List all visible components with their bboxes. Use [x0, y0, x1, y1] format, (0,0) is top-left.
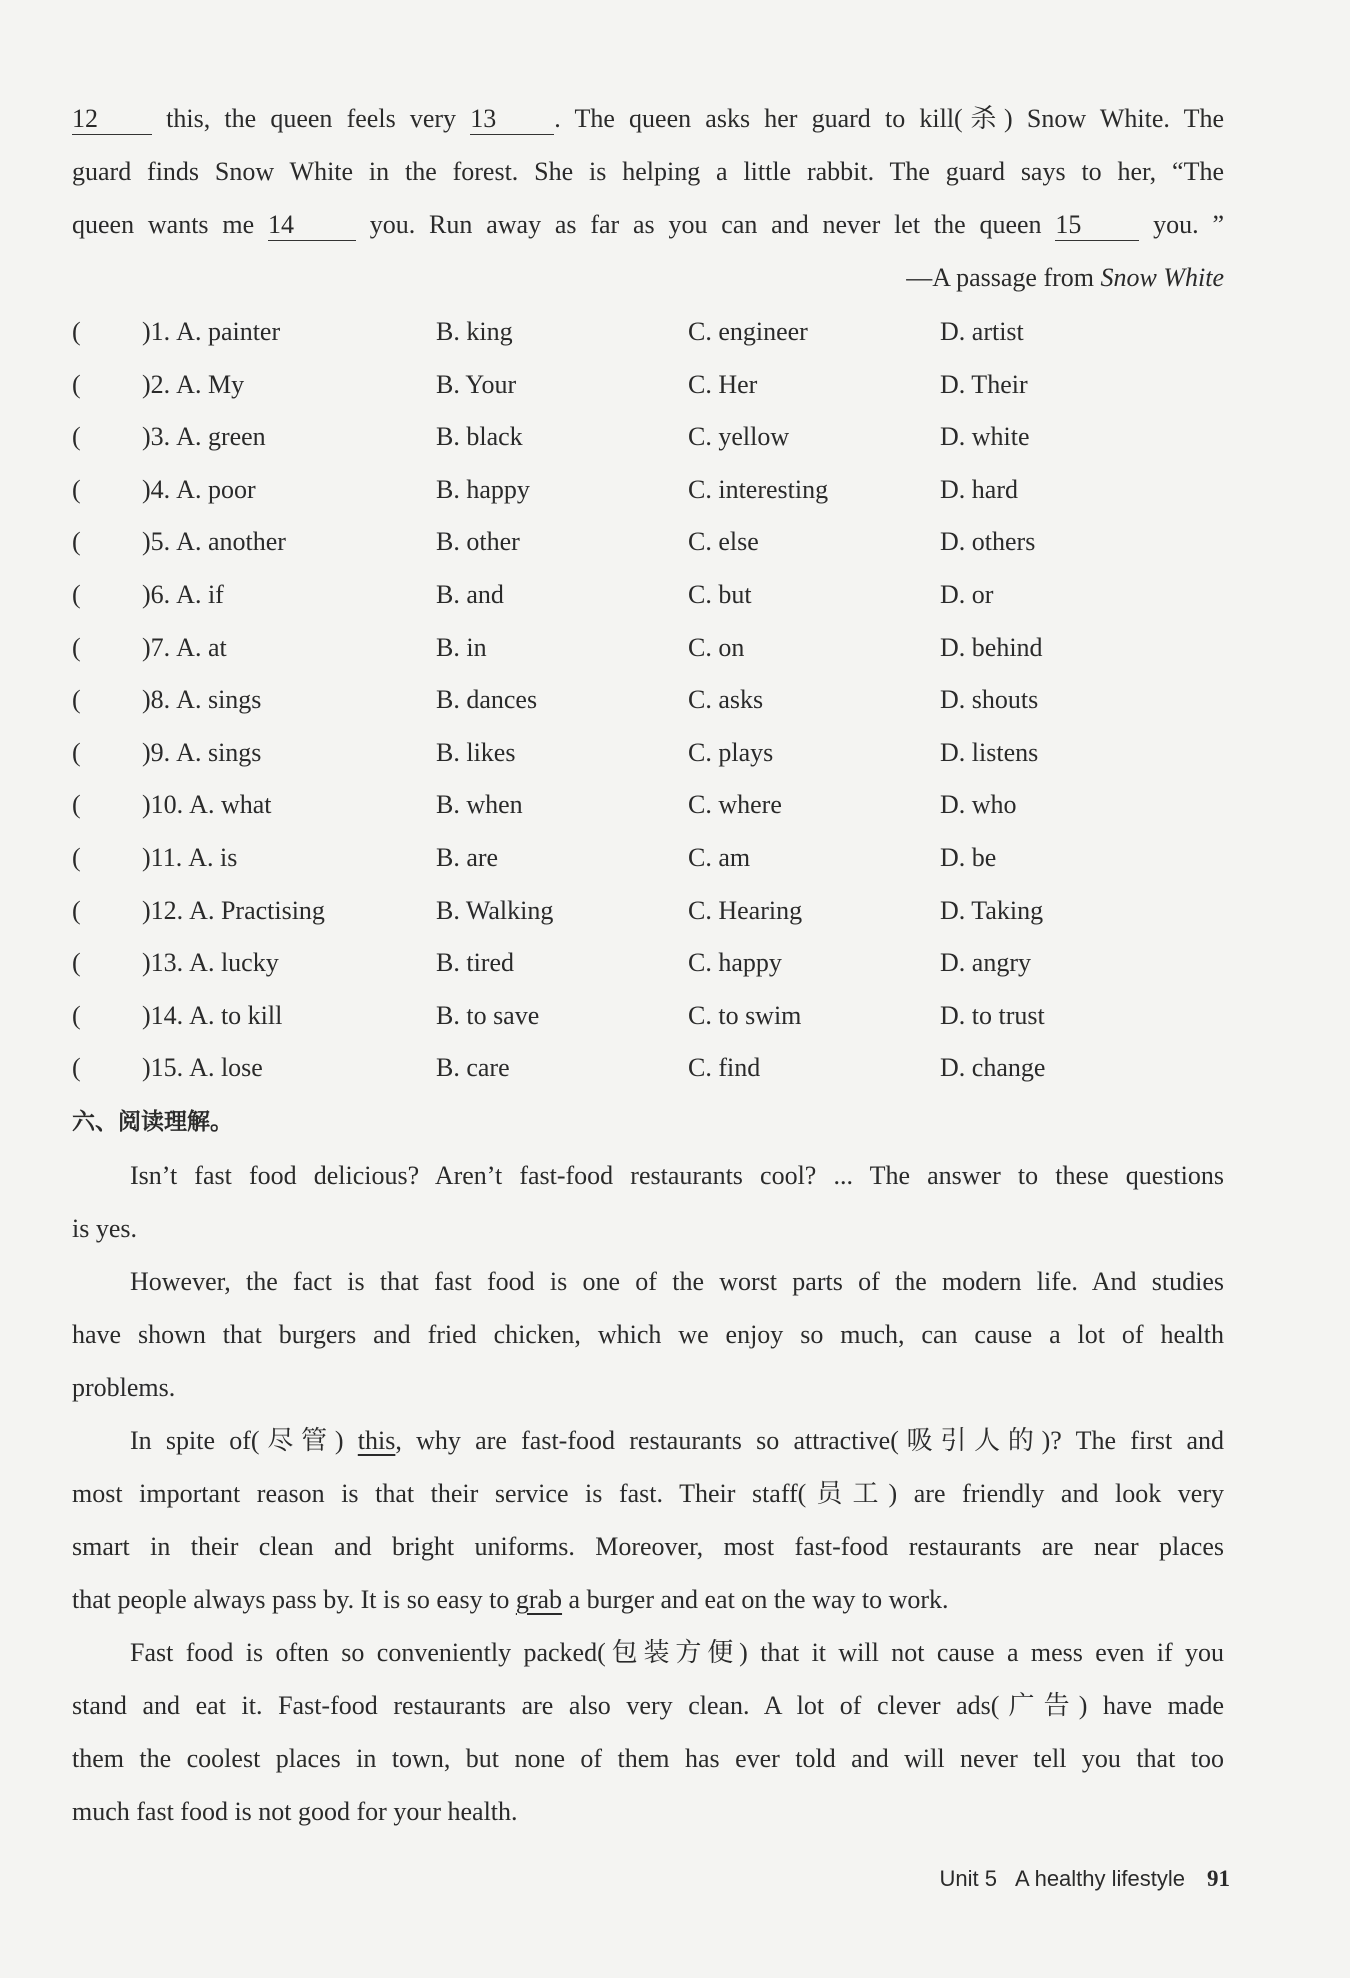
question-row: [72, 306, 1224, 359]
option-c: C. yellow: [688, 422, 790, 452]
option-d: D. artist: [940, 317, 1024, 346]
option-d: D. others: [940, 527, 1036, 557]
question-number: )13.: [142, 948, 184, 978]
option-a: A. to kill: [189, 1000, 283, 1030]
option-b: B. in: [436, 632, 487, 662]
answer-paren[interactable]: (: [72, 632, 81, 662]
blank-14[interactable]: 14: [268, 210, 356, 241]
option-c: C. Her: [688, 369, 758, 399]
passage-text: . The queen asks her guard to kill(杀) Snow White. The: [554, 104, 1224, 133]
option-b: B. care: [436, 1053, 510, 1083]
question-row: [72, 464, 1224, 517]
question-row: [72, 990, 1224, 1043]
option-c: C. happy: [688, 948, 782, 978]
option-d: D. behind: [940, 632, 1043, 662]
reading-line: problems.: [72, 1372, 176, 1402]
blank-12[interactable]: 12: [72, 104, 152, 135]
question-number-and-option-a: [72, 622, 436, 675]
reading-line: smart in their clean and bright uniforms. Moreover, most fast-food restaurants are near places: [72, 1531, 1224, 1561]
reading-line: Fast food is often so conveniently packed(包装方便) that it will not cause a mess even if you: [130, 1637, 1224, 1667]
reading-text: a burger and eat on the way to work.: [562, 1584, 949, 1614]
question-number-and-option-a: [72, 411, 436, 464]
option-a: A. poor: [176, 474, 256, 504]
option-a: A. at: [176, 632, 227, 662]
passage-source: [72, 251, 1224, 304]
question-number-and-option-a: [72, 569, 436, 622]
answer-paren[interactable]: (: [72, 474, 81, 504]
option-d: D. shouts: [940, 685, 1039, 715]
question-number: )8.: [142, 685, 171, 715]
option-a: A. My: [176, 369, 245, 399]
option-d: D. angry: [940, 948, 1031, 978]
passage-text: this, the queen feels very: [152, 104, 471, 133]
answer-paren[interactable]: (: [72, 842, 81, 872]
option-a: A. painter: [176, 317, 281, 346]
footer-unit: Unit 5: [939, 1866, 998, 1891]
page-number: 91: [1207, 1866, 1230, 1891]
reading-line: is yes.: [72, 1213, 137, 1243]
option-c: C. asks: [688, 685, 764, 715]
question-row: [72, 1042, 1224, 1095]
answer-paren[interactable]: (: [72, 895, 81, 925]
reading-text: , why are fast-food restaurants so attractive(吸引人的)? The first and: [395, 1425, 1224, 1455]
option-a: A. if: [176, 579, 224, 609]
options-list: [72, 306, 1224, 1095]
option-b: B. likes: [436, 737, 516, 767]
question-number: )12.: [142, 895, 184, 925]
option-b: B. to save: [436, 1000, 540, 1030]
option-b: B. Walking: [436, 895, 554, 925]
question-number: )9.: [142, 737, 171, 767]
question-number: )2.: [142, 369, 171, 399]
question-number: )6.: [142, 579, 171, 609]
question-number-and-option-a: [72, 727, 436, 780]
option-d: D. change: [940, 1053, 1046, 1083]
question-row: [72, 779, 1224, 832]
option-a: A. green: [176, 422, 266, 452]
question-row: [72, 727, 1224, 780]
option-c: C. else: [688, 527, 759, 557]
option-b: B. Your: [436, 369, 517, 399]
option-a: A. another: [176, 527, 286, 557]
option-b: B. tired: [436, 948, 514, 978]
option-b: B. other: [436, 527, 520, 557]
question-number: )1.: [142, 317, 171, 346]
reading-line: Isn’t fast food delicious? Aren’t fast-food restaurants cool? ... The answer to these questions: [130, 1160, 1224, 1190]
question-number-and-option-a: [72, 779, 436, 832]
question-row: [72, 832, 1224, 885]
question-number: )10.: [142, 790, 184, 820]
option-d: D. hard: [940, 474, 1018, 504]
option-c: C. find: [688, 1053, 761, 1083]
reading-line: However, the fact is that fast food is one of the worst parts of the modern life. And studies: [130, 1266, 1224, 1296]
passage-tail: [72, 92, 1224, 304]
option-d: D. who: [940, 790, 1017, 820]
reading-line: [72, 1414, 1224, 1467]
option-c: C. interesting: [688, 474, 829, 504]
option-d: D. listens: [940, 737, 1039, 767]
answer-paren[interactable]: (: [72, 422, 81, 452]
reading-text: In spite of(尽管): [130, 1425, 358, 1455]
option-c: C. engineer: [688, 317, 808, 346]
question-row: [72, 359, 1224, 412]
option-a: A. lucky: [189, 948, 279, 978]
option-a: A. sings: [176, 685, 262, 715]
question-row: [72, 569, 1224, 622]
option-a: A. lose: [189, 1053, 263, 1083]
passage-text: queen wants me: [72, 210, 268, 239]
underlined-word-this: this: [357, 1425, 396, 1455]
answer-paren[interactable]: (: [72, 948, 81, 978]
question-number-and-option-a: [72, 306, 436, 359]
question-number-and-option-a: [72, 832, 436, 885]
option-d: D. be: [940, 842, 997, 872]
question-number: )3.: [142, 422, 171, 452]
question-number-and-option-a: [72, 674, 436, 727]
blank-15[interactable]: 15: [1055, 210, 1139, 241]
answer-paren[interactable]: (: [72, 737, 81, 767]
option-c: C. but: [688, 579, 752, 609]
option-a: A. sings: [176, 737, 262, 767]
question-number-and-option-a: [72, 885, 436, 938]
answer-paren[interactable]: (: [72, 369, 81, 399]
answer-paren[interactable]: (: [72, 317, 81, 346]
option-c: C. Hearing: [688, 895, 803, 925]
option-c: C. to swim: [688, 1000, 802, 1030]
question-number: )14.: [142, 1000, 184, 1030]
blank-13[interactable]: 13: [470, 104, 554, 135]
reading-line: most important reason is that their service is fast. Their staff(员工) are friendly and look very: [72, 1478, 1224, 1508]
question-number: )4.: [142, 474, 171, 504]
passage-line-2: guard finds Snow White in the forest. She is helping a little rabbit. The guard says to her, “The: [72, 157, 1224, 186]
question-number-and-option-a: [72, 359, 436, 412]
answer-paren[interactable]: (: [72, 1053, 81, 1083]
option-c: C. on: [688, 632, 745, 662]
option-b: B. when: [436, 790, 523, 820]
reading-line: stand and eat it. Fast-food restaurants are also very clean. A lot of clever ads(广告) have made: [72, 1690, 1224, 1720]
answer-paren[interactable]: (: [72, 527, 81, 557]
reading-text: that people always pass by. It is so easy to: [72, 1584, 516, 1614]
option-d: D. or: [940, 579, 994, 609]
underlined-word-grab: grab: [515, 1584, 563, 1614]
question-row: [72, 516, 1224, 569]
option-c: C. where: [688, 790, 782, 820]
answer-paren[interactable]: (: [72, 579, 81, 609]
question-row: [72, 937, 1224, 990]
passage-line-3: [72, 198, 1224, 251]
option-a: A. is: [188, 842, 238, 872]
option-d: D. to trust: [940, 1000, 1045, 1030]
passage-text: you. ”: [1139, 210, 1224, 239]
reading-passage: [72, 1149, 1224, 1838]
option-b: B. are: [436, 842, 499, 872]
question-number-and-option-a: [72, 516, 436, 569]
question-number: )15.: [142, 1053, 184, 1083]
section-title: 六、阅读理解。: [72, 1108, 233, 1135]
question-number-and-option-a: [72, 937, 436, 990]
option-b: B. and: [436, 579, 504, 609]
passage-text: you. Run away as far as you can and never let the queen: [355, 210, 1056, 239]
reading-line: [72, 1573, 1224, 1626]
question-row: [72, 411, 1224, 464]
option-b: B. black: [436, 422, 523, 452]
reading-line: much fast food is not good for your health.: [72, 1796, 518, 1826]
reading-line: have shown that burgers and fried chicken, which we enjoy so much, can cause a lot of health: [72, 1319, 1224, 1349]
page-footer: [940, 1862, 1230, 1896]
question-number-and-option-a: [72, 1042, 436, 1095]
answer-paren[interactable]: (: [72, 1000, 81, 1030]
option-c: C. plays: [688, 737, 774, 767]
option-b: B. king: [436, 317, 513, 346]
option-c: C. am: [688, 842, 751, 872]
option-a: A. Practising: [189, 895, 325, 925]
source-title: Snow White: [1100, 263, 1224, 292]
source-prefix: —A passage from: [906, 263, 1101, 292]
question-number-and-option-a: [72, 990, 436, 1043]
answer-paren[interactable]: (: [72, 790, 81, 820]
question-row: [72, 674, 1224, 727]
option-d: D. white: [940, 422, 1030, 452]
question-row: [72, 885, 1224, 938]
option-b: B. happy: [436, 474, 530, 504]
question-row: [72, 622, 1224, 675]
question-number: )11.: [142, 842, 183, 872]
option-d: D. Their: [940, 369, 1028, 399]
question-number-and-option-a: [72, 464, 436, 517]
question-number: )5.: [142, 527, 171, 557]
footer-title: A healthy lifestyle: [1015, 1866, 1185, 1891]
question-number: )7.: [142, 632, 171, 662]
answer-paren[interactable]: (: [72, 685, 81, 715]
reading-line: them the coolest places in town, but none of them has ever told and will never tell you that too: [72, 1743, 1224, 1773]
option-d: D. Taking: [940, 895, 1044, 925]
option-b: B. dances: [436, 685, 538, 715]
option-a: A. what: [189, 790, 272, 820]
passage-line-1: [72, 92, 1224, 145]
